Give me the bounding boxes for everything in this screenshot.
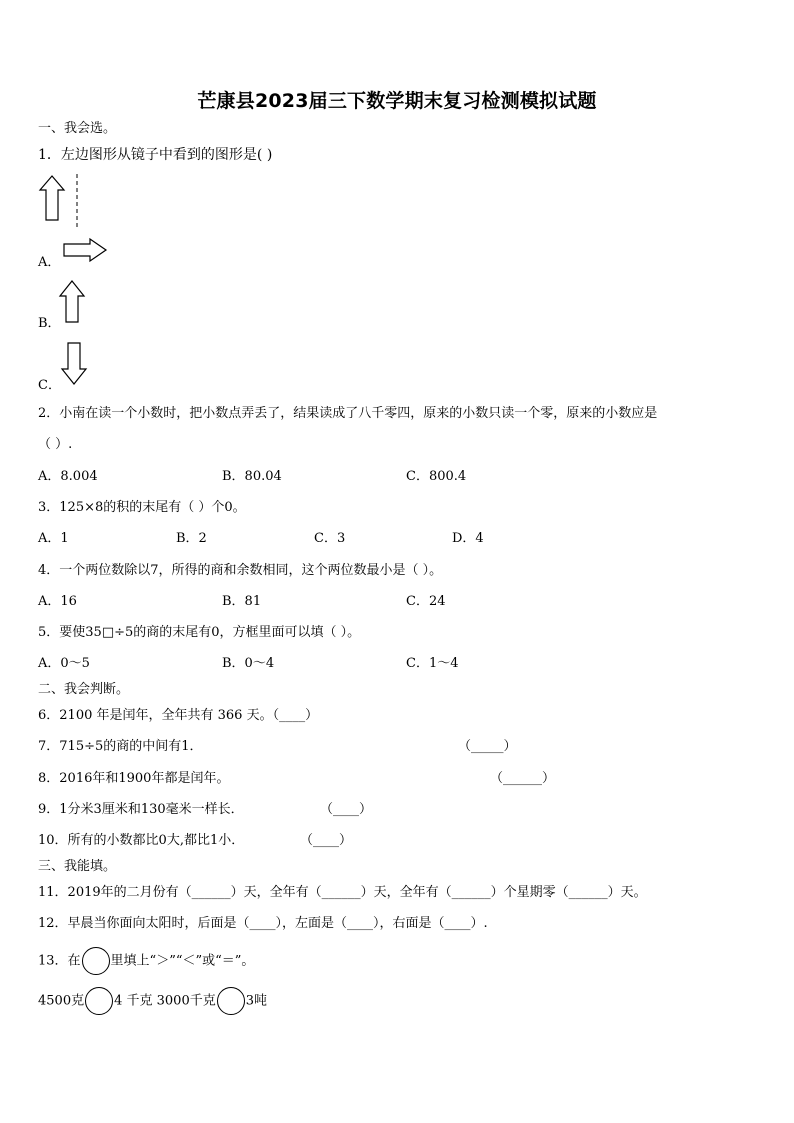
question-4: 4．一个两位数除以7，所得的商和余数相同，这个两位数最小是（ ）。	[38, 563, 443, 578]
comparison-circle-2[interactable]	[217, 987, 245, 1015]
q7-answer-blank[interactable]: （_____）	[458, 739, 517, 754]
question-2-blank: （ ）.	[38, 437, 73, 452]
q2-option-c: C．800.4	[406, 469, 467, 484]
q3-option-d: D．4	[452, 531, 484, 546]
question-1: 1．左边图形从镜子中看到的图形是( )	[38, 147, 273, 163]
question-7: 7．715÷5的商的中间有1．	[38, 739, 203, 754]
q2-option-b: B．80.04	[222, 469, 282, 484]
q5-option-a: A．0～5	[38, 656, 90, 671]
question-3: 3．125×8的积的末尾有（ ）个0。	[38, 500, 246, 515]
q5-option-b: B．0～4	[222, 656, 275, 671]
section-heading-judge: 二、我会判断。	[38, 682, 130, 697]
q13-item-1-left: 4500克	[38, 993, 85, 1009]
question-13-items	[38, 987, 267, 1016]
option-b-label: B．	[38, 316, 61, 331]
q10-answer-blank[interactable]: （____）	[300, 833, 353, 848]
page-title: 芒康县2023届三下数学期末复习检测模拟试题	[197, 90, 597, 112]
comparison-circle[interactable]	[82, 947, 110, 975]
question-9: 9．1分米3厘米和130毫米一样长．	[38, 802, 244, 817]
q3-option-b: B．2	[176, 531, 207, 546]
q13-item-middle: 4 千克 3000千克	[114, 993, 216, 1009]
q4-option-b: B．81	[222, 594, 262, 609]
arrow-right-icon	[62, 236, 110, 264]
option-c-label: C．	[38, 378, 61, 393]
q13-instruction: 里填上“＞”“＜”或“＝”。	[110, 953, 255, 969]
q3-option-a: A．1	[38, 531, 69, 546]
section-heading-choice: 一、我会选。	[38, 121, 117, 136]
q3-option-c: C．3	[314, 531, 346, 546]
original-arrow-figure	[38, 172, 98, 230]
comparison-circle-1[interactable]	[85, 987, 113, 1015]
q5-option-c: C．1～4	[406, 656, 459, 671]
question-11: 11．2019年的二月份有（______）天，全年有（______）天，全年有（______）个星期零（______）天。	[38, 885, 647, 900]
q9-answer-blank[interactable]: （____）	[320, 802, 373, 817]
question-6: 6．2100 年是闰年，全年共有 366 天。（____）	[38, 708, 319, 723]
arrow-up-icon	[58, 278, 88, 326]
question-12: 12．早晨当你面向太阳时，后面是（____），左面是（____），右面是（____）.	[38, 916, 488, 931]
q4-option-c: C．24	[406, 594, 446, 609]
section-heading-fill: 三、我能填。	[38, 859, 117, 874]
question-10: 10．所有的小数都比0大,都比1小．	[38, 833, 245, 848]
arrow-down-icon	[60, 340, 90, 388]
option-a-label: A．	[38, 255, 61, 270]
q13-item-2-right: 3吨	[245, 993, 267, 1009]
question-5: 5．要使35□÷5的商的末尾有0，方框里面可以填（ ）。	[38, 625, 361, 640]
q13-prefix: 13．在	[38, 953, 81, 969]
q8-answer-blank[interactable]: （______）	[490, 771, 556, 786]
question-2: 2．小南在读一个小数时，把小数点弄丢了，结果读成了八千零四，原来的小数只读一个零，原来的小数应是	[38, 406, 658, 421]
q2-option-a: A．8.004	[38, 469, 98, 484]
q4-option-a: A．16	[38, 594, 77, 609]
question-8: 8．2016年和1900年都是闰年。	[38, 771, 230, 786]
question-13	[38, 947, 254, 976]
